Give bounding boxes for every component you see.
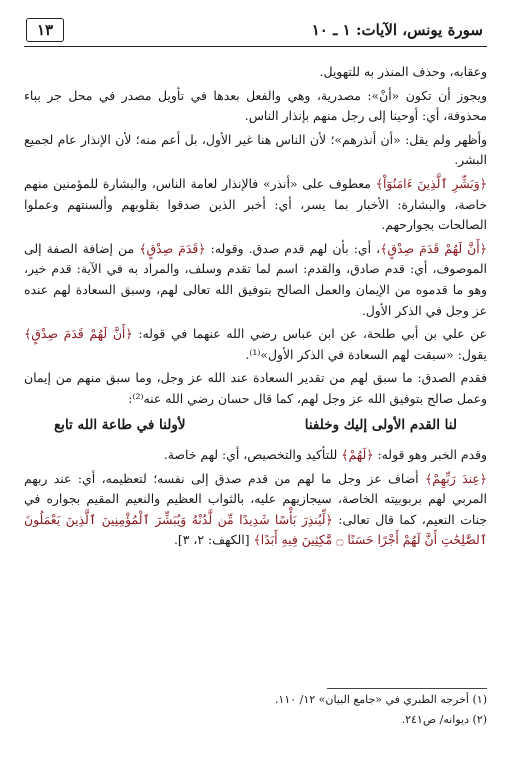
paragraph: ﴿وَبَشِّرِ ٱلَّذِينَ ءَامَنُوٓاْ﴾ معطوف على «أنذر» فالإنذار لعامة الناس، والبشارة للمؤمنين منهم خاصة، والبشارة: الأخبار بما يسر، أي: أخبر الذين صدقوا بقلوبهم وألسنتهم وعملوا الصالحات بجوارحهم.	[24, 175, 487, 233]
paragraph: ﴿عِندَ رَبِّهِمْ﴾ أضاف عز وجل ما لهم من قدم صدق إلى نفسه؛ لتعظيمه، أي: عند ربهم المربي لهم بربوبيته الخاصة، سيجازيهم عليه، بالثواب العظيم والنعيم المقيم بجواره في جنات النعيم، كما قال تعالى: ﴿لِّيُنذِرَ بَأْسًا شَدِيدًا مِّن لَّدُنْهُ وَيُبَشِّرَ ٱلْمُؤْمِنِينَ ٱلَّذِينَ يَعْمَلُونَ ٱلصَّٰلِحَٰتِ أَنَّ لَهُمْ أَجْرًا حَسَنًا ۝ مَّٰكِثِينَ فِيهِ أَبَدًا﴾ [الكهف: ٢، ٣].	[24, 470, 487, 548]
quran-quote: ﴿أَنَّ لَهُمْ قَدَمَ صِدْقٍ﴾	[380, 240, 487, 256]
footnote: (٢) ديوانه/ ص٢٤١.	[401, 713, 487, 726]
paragraph: ﴿أَنَّ لَهُمْ قَدَمَ صِدْقٍ﴾، أي: بأن لهم قدم صدق. وقوله: ﴿قَدَمَ صِدْقٍ﴾ من إضافة الصفة إلى الموصوف، أي: قدم صادق، والقدم: اسم لما تقدم وسلف، والمراد به في الآية: قدم خير، وهو ما قدموه من الإيمان والعمل الصالح بتوفيق الله تعالى لهم، وسبق السعادة لهم عنده عز وجل في الذكر الأول.	[24, 240, 487, 318]
quran-quote: ﴿قَدَمَ صِدْقٍ﴾	[139, 240, 206, 256]
page-body	[24, 62, 487, 554]
paragraph: وعقابه، وحذف المنذر به للتهويل.	[319, 64, 487, 79]
page-number: ١٣	[26, 18, 64, 42]
footnote-divider	[327, 688, 487, 689]
paragraph: وقدم الخبر وهو قوله: ﴿لَهُمْ﴾ للتأكيد والتخصيص، أي: لهم خاصة.	[163, 447, 487, 463]
verse-first-hemistich: لنا القدم الأولى إليك وخلفنا	[304, 416, 457, 433]
quran-quote: ﴿عِندَ رَبِّهِمْ﴾	[425, 470, 487, 486]
poem-verse	[24, 413, 487, 440]
footnote: (١) أخرجه الطبري في «جامع البيان» ١٢/ ١١٠.	[274, 693, 487, 706]
footnotes	[24, 688, 487, 729]
page-header	[24, 14, 487, 47]
paragraph: فقدم الصدق: ما سبق لهم من تقدير السعادة عند الله عز وجل، وما سبق منهم من إيمان وعمل صالح بتوفيق الله عز وجل لهم، كما قال حسان رضي الله عنه⁽²⁾:	[24, 370, 487, 406]
paragraph: وأظهر ولم يقل: «أن أنذرهم»؛ لأن الناس هنا غير الأول، بل أعم منه؛ لأن الإنذار عام لجميع البشر.	[24, 131, 487, 168]
quran-quote: ﴿لَهُمْ﴾	[341, 447, 374, 463]
quran-quote: ﴿لِّيُنذِرَ بَأْسًا شَدِيدًا مِّن لَّدُنْهُ وَيُبَشِّرَ ٱلْمُؤْمِنِينَ ٱلَّذِينَ يَعْمَلُونَ ٱلصَّٰلِحَٰتِ أَنَّ لَهُمْ أَجْرًا حَسَنًا ۝ مَّٰكِثِينَ فِيهِ أَبَدًا﴾	[24, 511, 487, 548]
paragraph: ويجوز أن تكون «أنْ»: مصدرية، وهي والفعل بعدها في تأويل مصدر في محل جر بباء محذوفة، أي: أوحينا إلى رجل منهم بإنذار الناس.	[24, 87, 487, 124]
paragraph: عن علي بن أبي طلحة، عن ابن عباس رضي الله عنهما في قوله: ﴿أَنَّ لَهُمْ قَدَمَ صِدْقٍ﴾ يقول: «سبقت لهم السعادة في الذكر الأول»⁽¹⁾.	[24, 326, 487, 362]
chapter-title: سورة يونس، الآيات: ١ ـ ١٠	[311, 21, 483, 39]
quran-quote: ﴿وَبَشِّرِ ٱلَّذِينَ ءَامَنُوٓاْ﴾	[375, 175, 487, 191]
verse-second-hemistich: لأولنا في طاعة الله تابع	[54, 416, 186, 433]
quran-quote: ﴿أَنَّ لَهُمْ قَدَمَ صِدْقٍ﴾	[24, 326, 133, 342]
